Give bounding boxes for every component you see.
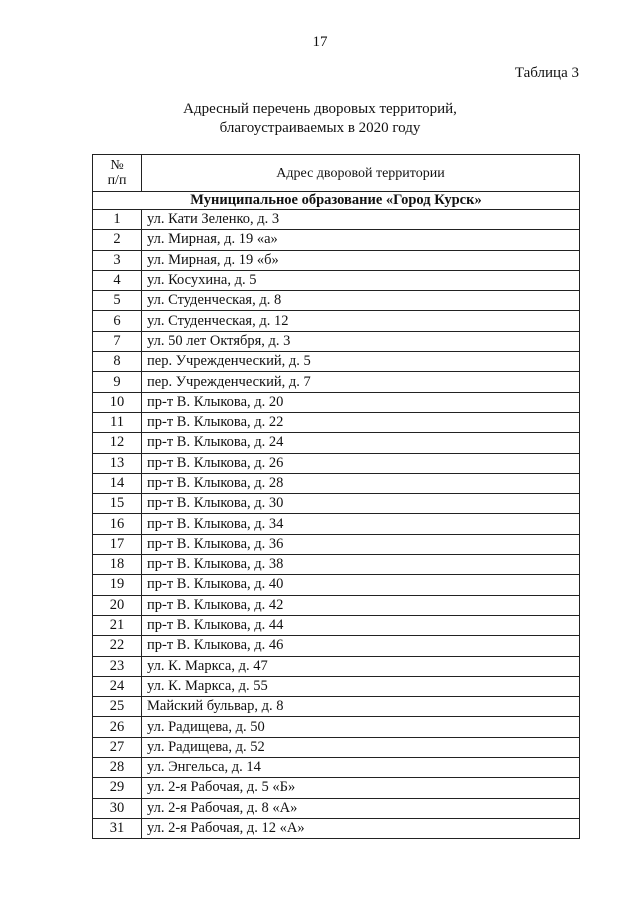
row-address: ул. 2-я Рабочая, д. 12 «А» xyxy=(142,818,580,838)
table-row xyxy=(93,615,580,635)
row-address: пр-т В. Клыкова, д. 28 xyxy=(142,473,580,493)
row-address: Майский бульвар, д. 8 xyxy=(142,697,580,717)
row-number: 8 xyxy=(93,352,142,372)
row-address: пр-т В. Клыкова, д. 40 xyxy=(142,575,580,595)
title-line-2: благоустраиваемых в 2020 году xyxy=(219,120,421,136)
row-number: 17 xyxy=(93,534,142,554)
row-number: 3 xyxy=(93,250,142,270)
table-row xyxy=(93,676,580,696)
header-number-line-2: п/п xyxy=(107,173,127,188)
row-address: ул. 50 лет Октября, д. 3 xyxy=(142,331,580,351)
row-number: 31 xyxy=(93,818,142,838)
table-row xyxy=(93,352,580,372)
row-address: пр-т В. Клыкова, д. 42 xyxy=(142,595,580,615)
section-title: Муниципальное образование «Город Курск» xyxy=(93,192,580,210)
row-address: пр-т В. Клыкова, д. 30 xyxy=(142,494,580,514)
table-row xyxy=(93,778,580,798)
row-address: пр-т В. Клыкова, д. 24 xyxy=(142,433,580,453)
table-row xyxy=(93,534,580,554)
header-address: Адрес дворовой территории xyxy=(142,155,580,192)
row-number: 2 xyxy=(93,230,142,250)
row-address: пр-т В. Клыкова, д. 22 xyxy=(142,412,580,432)
row-address: пр-т В. Клыкова, д. 44 xyxy=(142,615,580,635)
table-row xyxy=(93,291,580,311)
row-address: ул. Энгельса, д. 14 xyxy=(142,758,580,778)
table-row xyxy=(93,250,580,270)
row-number: 9 xyxy=(93,372,142,392)
row-number: 16 xyxy=(93,514,142,534)
row-address: ул. 2-я Рабочая, д. 5 «Б» xyxy=(142,778,580,798)
table-row xyxy=(93,636,580,656)
row-address: ул. Радищева, д. 52 xyxy=(142,737,580,757)
row-number: 12 xyxy=(93,433,142,453)
row-address: пр-т В. Клыкова, д. 20 xyxy=(142,392,580,412)
table-row xyxy=(93,717,580,737)
row-address: пер. Учрежденческий, д. 7 xyxy=(142,372,580,392)
table-row xyxy=(93,412,580,432)
table-row xyxy=(93,575,580,595)
row-address: ул. К. Маркса, д. 55 xyxy=(142,676,580,696)
row-address: пр-т В. Клыкова, д. 36 xyxy=(142,534,580,554)
table-row xyxy=(93,555,580,575)
row-address: ул. Студенческая, д. 8 xyxy=(142,291,580,311)
row-number: 26 xyxy=(93,717,142,737)
row-number: 14 xyxy=(93,473,142,493)
table-row xyxy=(93,656,580,676)
table-row xyxy=(93,331,580,351)
row-number: 24 xyxy=(93,676,142,696)
row-number: 11 xyxy=(93,412,142,432)
table-row xyxy=(93,230,580,250)
table-row xyxy=(93,595,580,615)
row-number: 23 xyxy=(93,656,142,676)
row-address: ул. Косухина, д. 5 xyxy=(142,270,580,290)
row-address: пр-т В. Клыкова, д. 46 xyxy=(142,636,580,656)
header-number xyxy=(93,155,142,192)
table-row xyxy=(93,392,580,412)
table-row xyxy=(93,798,580,818)
row-address: ул. Мирная, д. 19 «а» xyxy=(142,230,580,250)
table-row xyxy=(93,453,580,473)
address-table xyxy=(92,154,580,839)
row-number: 22 xyxy=(93,636,142,656)
row-number: 6 xyxy=(93,311,142,331)
table-row xyxy=(93,311,580,331)
page-number: 17 xyxy=(312,34,328,50)
row-number: 15 xyxy=(93,494,142,514)
row-number: 1 xyxy=(93,210,142,230)
row-number: 25 xyxy=(93,697,142,717)
row-address: пер. Учрежденческий, д. 5 xyxy=(142,352,580,372)
row-number: 21 xyxy=(93,615,142,635)
table-row xyxy=(93,270,580,290)
table-row xyxy=(93,372,580,392)
table-row xyxy=(93,473,580,493)
row-number: 19 xyxy=(93,575,142,595)
table-row xyxy=(93,697,580,717)
table-header-row xyxy=(93,155,580,192)
row-number: 4 xyxy=(93,270,142,290)
document-title xyxy=(0,100,640,138)
row-number: 5 xyxy=(93,291,142,311)
row-address: пр-т В. Клыкова, д. 34 xyxy=(142,514,580,534)
table-row xyxy=(93,494,580,514)
row-address: ул. Студенческая, д. 12 xyxy=(142,311,580,331)
table-row xyxy=(93,737,580,757)
row-number: 13 xyxy=(93,453,142,473)
table-row xyxy=(93,433,580,453)
table-row xyxy=(93,210,580,230)
section-row xyxy=(93,192,580,210)
row-address: ул. Мирная, д. 19 «б» xyxy=(142,250,580,270)
row-number: 7 xyxy=(93,331,142,351)
row-address: ул. Радищева, д. 50 xyxy=(142,717,580,737)
table-body xyxy=(93,192,580,839)
row-address: пр-т В. Клыкова, д. 26 xyxy=(142,453,580,473)
row-address: ул. К. Маркса, д. 47 xyxy=(142,656,580,676)
row-number: 30 xyxy=(93,798,142,818)
table-label: Таблица 3 xyxy=(514,65,579,81)
row-address: ул. Кати Зеленко, д. 3 xyxy=(142,210,580,230)
header-number-line-1: № xyxy=(110,158,124,173)
table-row xyxy=(93,818,580,838)
row-address: ул. 2-я Рабочая, д. 8 «А» xyxy=(142,798,580,818)
row-number: 20 xyxy=(93,595,142,615)
table-row xyxy=(93,758,580,778)
row-address: пр-т В. Клыкова, д. 38 xyxy=(142,555,580,575)
row-number: 29 xyxy=(93,778,142,798)
row-number: 10 xyxy=(93,392,142,412)
row-number: 28 xyxy=(93,758,142,778)
table-row xyxy=(93,514,580,534)
row-number: 18 xyxy=(93,555,142,575)
row-number: 27 xyxy=(93,737,142,757)
title-line-1: Адресный перечень дворовых территорий, xyxy=(183,101,457,117)
